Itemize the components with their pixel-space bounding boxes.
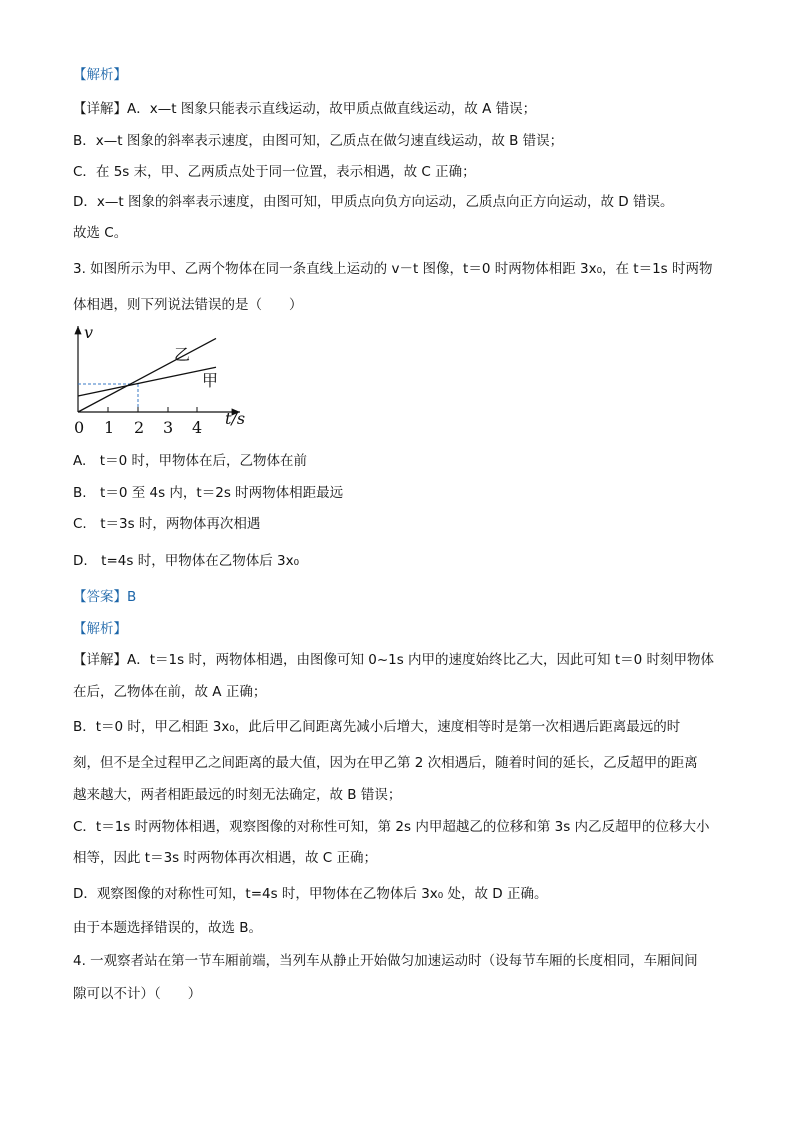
option-a: A. t＝0 时，甲物体在后，乙物体在前 (73, 453, 307, 469)
question-3-stem-line1: 3. 如图所示为甲、乙两个物体在同一条直线上运动的 v－t 图像，t＝0 时两物体相距 3x₀，在 t＝1s 时两物 (73, 261, 713, 277)
series-line-yi (78, 338, 219, 412)
analysis-line-3: B．t＝0 时，甲乙相距 3x₀，此后甲乙间距离先减小后增大，速度相等时是第一次相遇后距离最远的时 (73, 719, 681, 735)
analysis-tag-2: 【解析】 (73, 621, 127, 637)
analysis-line-7: 相等，因此 t＝3s 时两物体再次相遇，故 C 正确； (73, 850, 378, 866)
analysis-line-9: 由于本题选择错误的，故选 B。 (73, 920, 263, 936)
tick-label-1: 1 (104, 418, 115, 437)
option-c: C. t＝3s 时，两物体再次相遇 (73, 516, 261, 532)
analysis-line-1: 【详解】A．t＝1s 时，两物体相遇，由图像可知 0~1s 内甲的速度始终比乙大，因此可知 t＝0 时刻甲物体 (73, 652, 715, 668)
detail-option-a: 【详解】A．x—t 图象只能表示直线运动，故甲质点做直线运动，故 A 错误； (73, 101, 537, 117)
option-d: D. t=4s 时，甲物体在乙物体后 3x₀ (73, 553, 299, 569)
tick-label-3: 3 (163, 418, 174, 437)
tick-label-2: 2 (134, 418, 145, 437)
answer-tag: 【答案】B (73, 589, 137, 605)
x-axis-label: t/s (225, 409, 246, 428)
conclusion-1: 故选 C。 (73, 225, 128, 241)
series-label-yi: 乙 (174, 345, 191, 364)
series-label-jia: 甲 (202, 371, 219, 390)
option-b: B. t＝0 至 4s 内，t＝2s 时两物体相距最远 (73, 485, 344, 501)
y-axis-label: v (84, 323, 94, 342)
detail-option-d: D．x—t 图象的斜率表示速度，由图可知，甲质点向负方向运动，乙质点向正方向运动，故 D 错误。 (73, 194, 674, 210)
origin-label: 0 (74, 418, 85, 437)
series-line-jia (78, 367, 219, 396)
detail-option-b: B．x—t 图象的斜率表示速度，由图可知，乙质点在做匀速直线运动，故 B 错误； (73, 133, 564, 149)
tick-label-4: 4 (192, 418, 203, 437)
v-t-graph (66, 320, 266, 438)
question-4-line2: 隙可以不计）（ ） (73, 986, 202, 1002)
analysis-tag-1: 【解析】 (73, 67, 127, 83)
analysis-line-6: C．t＝1s 时两物体相遇，观察图像的对称性可知，第 2s 内甲超越乙的位移和第 3s 内乙反超甲的位移大小 (73, 819, 710, 835)
question-4-line1: 4. 一观察者站在第一节车厢前端，当列车从静止开始做匀加速运动时（设每节车厢的长度相同，车厢间间 (73, 953, 698, 969)
detail-option-c: C．在 5s 末，甲、乙两质点处于同一位置，表示相遇，故 C 正确； (73, 164, 476, 180)
analysis-line-2: 在后，乙物体在前，故 A 正确； (73, 684, 267, 700)
analysis-line-4: 刻，但不是全过程甲乙之间距离的最大值，因为在甲乙第 2 次相遇后，随着时间的延长，乙反超甲的距离 (73, 755, 698, 771)
analysis-line-5: 越来越大，两者相距最远的时刻无法确定，故 B 错误； (73, 787, 402, 803)
question-3-stem-line2: 体相遇，则下列说法错误的是（ ） (73, 297, 303, 313)
analysis-line-8: D．观察图像的对称性可知，t=4s 时，甲物体在乙物体后 3x₀ 处，故 D 正确。 (73, 886, 548, 902)
